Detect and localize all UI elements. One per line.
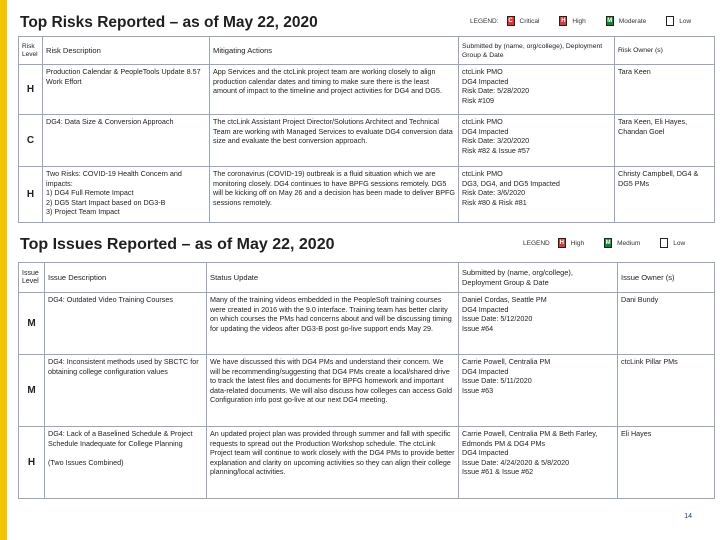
legend-low-swatch — [666, 16, 674, 26]
issue-level: M — [19, 355, 45, 427]
risk-level: H — [19, 167, 43, 223]
risk-level: H — [19, 65, 43, 115]
issue-level-header: Issue Level — [19, 263, 45, 293]
risk-row — [19, 115, 715, 167]
risk-owner: Christy Campbell, DG4 & DG5 PMs — [615, 167, 715, 223]
issue-description: DG4: Lack of a Baselined Schedule & Project Schedule Inadequate for College Planning (Two Issues Combined) — [45, 427, 207, 499]
issues-legend-label: LEGEND — [523, 239, 550, 247]
risk-level: C — [19, 115, 43, 167]
issues-title: Top Issues Reported – as of May 22, 2020 — [20, 236, 335, 253]
legend-moderate-swatch: M — [607, 18, 613, 24]
risks-header-row — [19, 37, 715, 65]
legend-medium-label: Medium — [617, 239, 641, 247]
issues-legend — [523, 238, 705, 248]
risk-row — [19, 65, 715, 115]
risks-title-row — [18, 6, 714, 36]
risk-owner: Tara Keen — [615, 65, 715, 115]
legend-low-label: Low — [673, 239, 686, 247]
issues-header-row — [19, 263, 715, 293]
issue-level: H — [19, 427, 45, 499]
issue-row — [19, 427, 715, 499]
legend-high-swatch: H — [561, 18, 566, 24]
issues-section — [18, 232, 714, 499]
risk-level-header: Risk Level — [19, 37, 43, 65]
risk-submitted: ctcLink PMO DG4 Impacted Risk Date: 5/28/2020 Risk #109 — [459, 65, 615, 115]
risk-submitted: ctcLink PMO DG3, DG4, and DG5 Impacted Risk Date: 3/6/2020 Risk #80 & Risk #81 — [459, 167, 615, 223]
issue-level: M — [19, 293, 45, 355]
risk-submitted: ctcLink PMO DG4 Impacted Risk Date: 3/20/2020 Risk #82 & Issue #57 — [459, 115, 615, 167]
legend-moderate-label: Moderate — [618, 17, 647, 25]
status-update-header: Status Update — [207, 263, 459, 293]
issue-submitted: Carrie Powell, Centralia PM DG4 Impacted Issue Date: 5/11/2020 Issue #63 — [459, 355, 618, 427]
issue-row — [19, 355, 715, 427]
issues-table — [18, 262, 715, 499]
risks-table — [18, 36, 715, 223]
status-update: We have discussed this with DG4 PMs and understand their concern. We will be recommending/suggesting that DG4 PMs create a local/shared drive to track the latest files and documents for BPFG homework and important data-related documents. We will also discuss how colleges can access Gold Configuration info post go-live at our next DG4 meeting. — [207, 355, 459, 427]
risk-owner-header: Risk Owner (s) — [615, 37, 715, 65]
legend-high-label: High — [572, 17, 586, 25]
status-update: An updated project plan was provided through summer and fall with specific requests to spread out the Production Workshop schedule. The ctcLink Project team will continue to work closely with the DG4 PMs to provide better explanation and clarity on upcoming activities so they can align their college planning/local activities. — [207, 427, 459, 499]
issue-submitted: Carrie Powell, Centralia PM & Beth Farley, Edmonds PM & DG4 PMs DG4 Impacted Issue Date: 4/24/2020 & 5/8/2020 Issue #61 & Issue #62 — [459, 427, 618, 499]
legend-high-label: High — [570, 239, 585, 247]
issues-title-row — [18, 232, 714, 262]
mitigating-actions: App Services and the ctcLink project team are working closely to align production calendar dates and timing to make sure there is the least amount of impact to the timeline and project activities for DG4 and DG5. — [210, 65, 459, 115]
accent-bar — [0, 0, 7, 540]
issue-submitted-header: Submitted by (name, org/college), Deployment Group & Date — [459, 263, 618, 293]
risk-description-header: Risk Description — [43, 37, 210, 65]
legend-low-label: Low — [679, 17, 692, 25]
legend-low-swatch — [660, 238, 668, 248]
page-number: 14 — [684, 513, 692, 520]
legend-medium-swatch: M — [605, 240, 611, 246]
issue-description-header: Issue Description — [45, 263, 207, 293]
issue-owner-header: Issue Owner (s) — [618, 263, 715, 293]
mitigating-actions-header: Mitigating Actions — [210, 37, 459, 65]
risks-section — [18, 6, 714, 223]
risk-description: DG4: Data Size & Conversion Approach — [43, 115, 210, 167]
legend-critical-label: Critical — [519, 17, 540, 25]
mitigating-actions: The ctcLink Assistant Project Director/Solutions Architect and Technical Team are working with Managed Services to evaluate DG4 conversion data size and evaluate the best conversion approach. — [210, 115, 459, 167]
issue-description: DG4: Inconsistent methods used by SBCTC for obtaining college configuration values — [45, 355, 207, 427]
risk-description: Two Risks: COVID-19 Health Concern and impacts: 1) DG4 Full Remote Impact 2) DG5 Start Impact based on DG3-B 3) Project Team Impact — [43, 167, 210, 223]
issue-owner: Eli Hayes — [618, 427, 715, 499]
risks-title: Top Risks Reported – as of May 22, 2020 — [20, 14, 318, 31]
mitigating-actions: The coronavirus (COVID-19) outbreak is a fluid situation which we are monitoring closely. DG4 continues to have BPFG sessions remotely. DG5 will be kicking off on May 26 and a decision has been made to deliver BPFG sessions remotely. — [210, 167, 459, 223]
risks-legend-label: LEGEND: — [470, 17, 499, 25]
issue-submitted: Daniel Cordas, Seattle PM DG4 Impacted Issue Date: 5/12/2020 Issue #64 — [459, 293, 618, 355]
issue-description: DG4: Outdated Video Training Courses — [45, 293, 207, 355]
risk-owner: Tara Keen, Eli Hayes, Chandan Goel — [615, 115, 715, 167]
risks-legend — [470, 16, 711, 26]
issue-row — [19, 293, 715, 355]
legend-critical-swatch: C — [508, 18, 513, 24]
risk-submitted-header: Submitted by (name, org/college), Deployment Group & Date — [459, 37, 615, 65]
status-update: Many of the training videos embedded in the PeopleSoft training courses were created in 2016 with the 9.0 interface. Training team has better clarity on which courses the PMs had concerns about and will be discussing timing for updating the videos after DG3-B post go-live support ends May 29. — [207, 293, 459, 355]
issue-owner: Dani Bundy — [618, 293, 715, 355]
legend-high-swatch: H — [559, 240, 564, 246]
risk-row — [19, 167, 715, 223]
risk-description: Production Calendar & PeopleTools Update 8.57 Work Effort — [43, 65, 210, 115]
issue-owner: ctcLink Pillar PMs — [618, 355, 715, 427]
